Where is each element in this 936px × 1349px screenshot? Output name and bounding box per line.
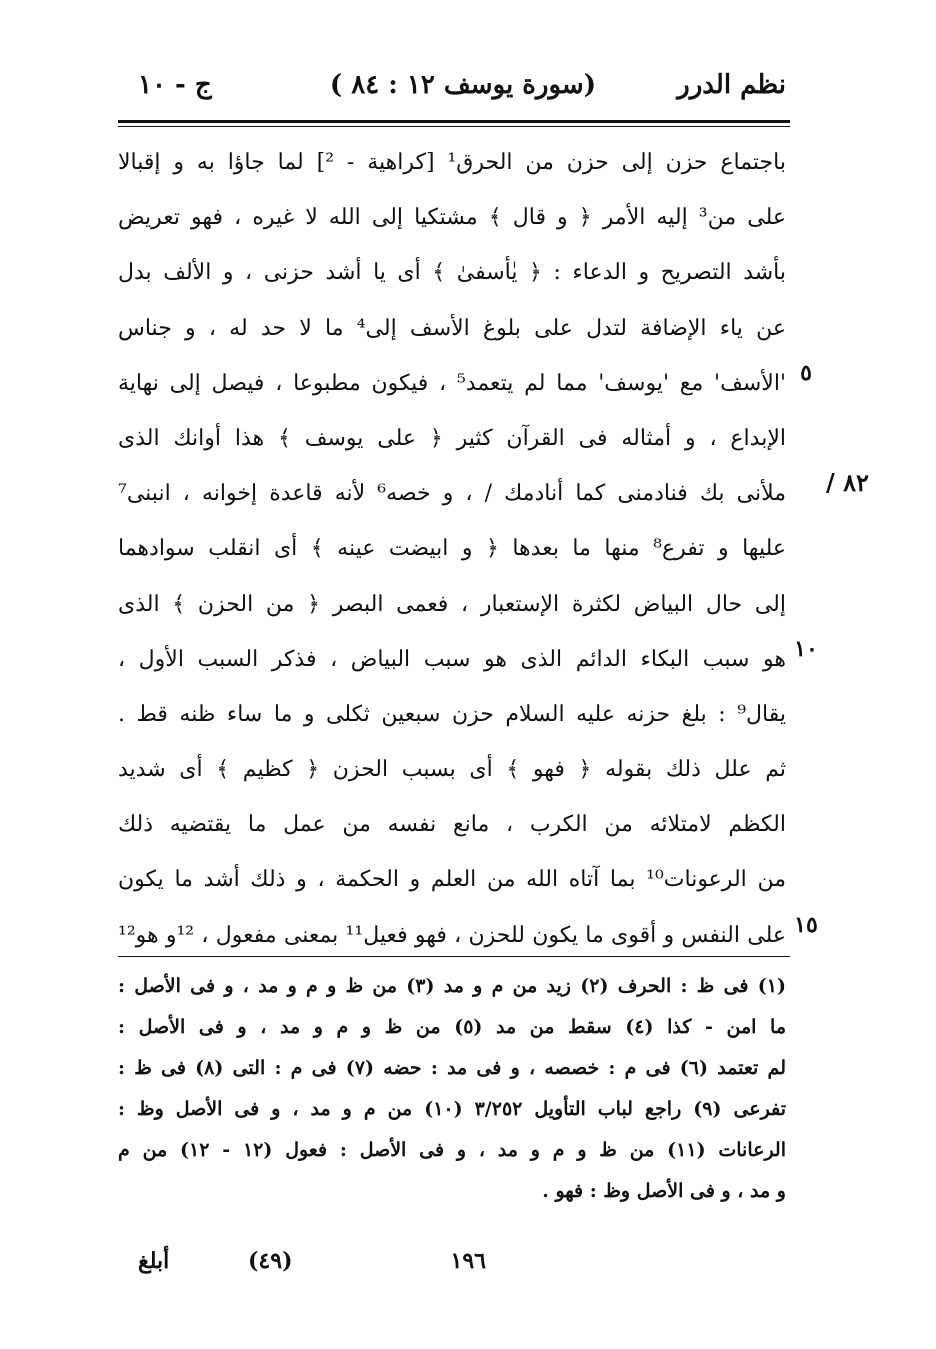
footnote-line: ما امن - كذا (٤) سقط من مد (٥) من ظ و م و مد ، و فى الأصل :	[118, 1016, 786, 1038]
text-line: إلى حال البياض لكثرة الإستعبار ، فعمى البصر ﴿ من الحزن ﴾ الذى	[118, 591, 786, 617]
running-header	[118, 62, 786, 112]
header-rule-thin	[118, 126, 790, 127]
line-number: ١٠	[794, 636, 818, 662]
page-footer	[118, 1240, 786, 1280]
text-line: الإبداع ، و أمثاله فى القرآن كثير ﴿ على يوسف ﴾ هذا أوانك الذى	[118, 425, 786, 451]
footnote-line: و مد ، و فى الأصل وظ : فهو .	[542, 1180, 786, 1202]
text-line: يقال⁹ : بلغ حزنه عليه السلام حزن سبعين ثكلى و ما ساء ظنه قط .	[118, 701, 786, 727]
text-line: ملأنى بك فنادمنى كما أنادمك / ، و خصه⁶ لأنه قاعدة إخوانه ، انبنى⁷	[118, 481, 786, 507]
book-title: نظم الدرر	[677, 70, 786, 100]
footnote-line: الرعانات (١١) من ظ و م و مد ، و فى الأصل : فعول (١٢ - ١٢) من م	[118, 1139, 787, 1161]
catchword: أبلغ	[138, 1248, 170, 1274]
part-number: ج - ١٠	[138, 70, 212, 100]
text-line: الكظم لامتلائه من الكرب ، مانع نفسه من عمل ما يقتضيه ذلك	[118, 812, 787, 838]
text-line: من الرعونات¹⁰ بما آتاه الله من العلم و الحكمة ، و ذلك أشد ما يكون	[118, 867, 786, 893]
text-line: بأشد التصريح و الدعاء : ﴿ يٰأسفىٰ ﴾ أى يا أشد حزنى ، و الألف بدل	[118, 260, 786, 286]
header-rule	[118, 120, 790, 123]
text-line: عليها و تفرع⁸ منها ما بعدها ﴿ و ابيضت عينه ﴾ أى انقلب سوادهما	[118, 536, 786, 562]
manuscript-folio-ref: ٨٢ /	[826, 468, 869, 497]
page-number: ١٩٦	[450, 1248, 486, 1274]
text-line: على النفس و أقوى ما يكون للحزن ، فهو فعيل¹¹ بمعنى مفعول ، ¹²و هو¹²	[118, 922, 786, 948]
text-line: عن ياء الإضافة لتدل على بلوغ الأسف إلى⁴ ما لا حد له ، و جناس	[118, 315, 786, 341]
footnote-line: تفرعى (٩) راجع لباب التأويل ٣/٢٥٢ (١٠) من م و مد ، و فى الأصل وظ :	[118, 1098, 786, 1120]
text-line: ثم علل ذلك بقوله ﴿ فهو ﴾ أى بسبب الحزن ﴿ كظيم ﴾ أى شديد	[118, 757, 786, 783]
line-number: ٥	[800, 360, 812, 386]
footnote-line: (١) فى ظ : الحرف (٢) زيد من م و مد (٣) من ظ و م و مد ، و فى الأصل :	[118, 975, 786, 997]
surah-reference: (سورة يوسف ١٢ : ٨٤ )	[329, 70, 596, 100]
footnotes	[118, 966, 786, 1212]
text-line: هو سبب البكاء الدائم الذى هو سبب البياض ، فذكر السبب الأول ،	[118, 646, 786, 672]
text-line: على من³ إليه الأمر ﴿ و قال ﴾ مشتكيا إلى الله لا غيره ، فهو تعريض	[118, 205, 786, 231]
footnote-line: لم تعتمد (٦) فى م : خصصه ، و فى مد : حضه (٧) فى م : التى (٨) فى ظ :	[118, 1057, 786, 1079]
signature-mark: (٤٩)	[248, 1248, 293, 1274]
main-text	[118, 135, 786, 963]
line-number: ١٥	[794, 912, 818, 938]
text-line: باجتماع حزن إلى حزن من الحرق¹ [كراهية - ²] لما جاؤا به و إقبالا	[118, 150, 786, 175]
text-line: 'الأسف' مع 'يوسف' مما لم يتعمد⁵ ، فيكون مطبوعا ، فيصل إلى نهاية	[118, 370, 786, 396]
footnote-rule	[118, 956, 790, 957]
